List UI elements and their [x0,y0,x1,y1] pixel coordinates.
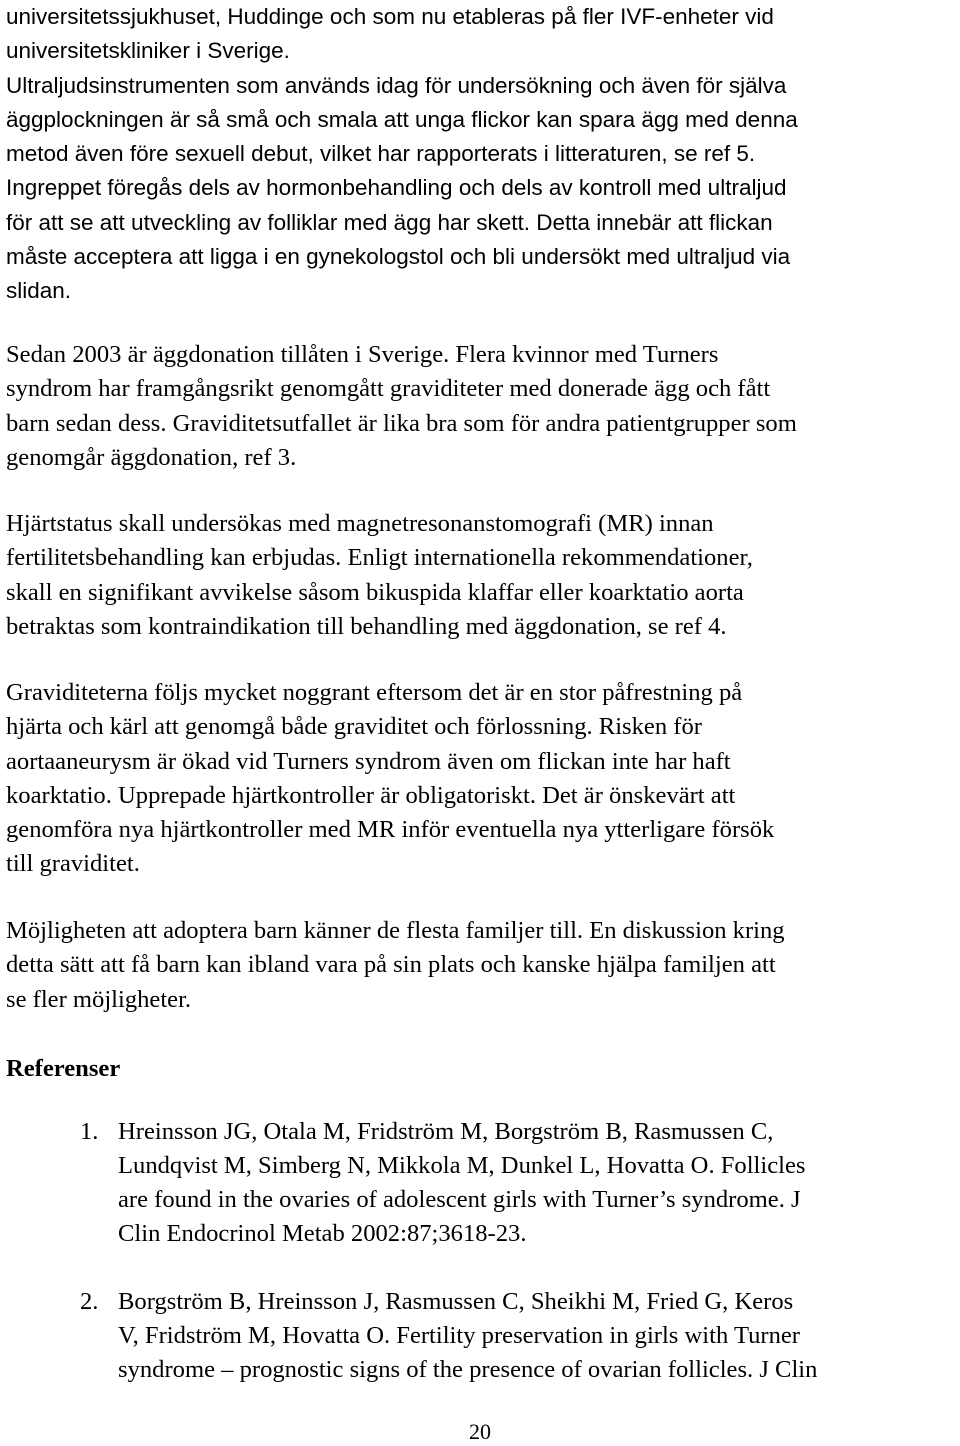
text-line: detta sätt att få barn kan ibland vara på sin plats och kanske hjälpa familjen att [6,951,776,979]
text-line: syndrome – prognostic signs of the presence of ovarian follicles. J Clin [118,1356,818,1383]
text-line: V, Fridström M, Hovatta O. Fertility preservation in girls with Turner [118,1322,800,1349]
text-line: Borgström B, Hreinsson J, Rasmussen C, Sheikhi M, Fried G, Keros [118,1288,794,1315]
references-heading: Referenser [6,1055,121,1082]
paragraph-pregnancy [6,676,956,882]
text-line: universitetskliniker i Sverige. [6,38,290,64]
reference-number: 1. [80,1118,99,1145]
text-line: universitetssjukhuset, Huddinge och som nu etableras på fler IVF-enheter vid [6,4,774,29]
text-line: skall en signifikant avvikelse såsom bikuspida klaffar eller koarktatio aorta [6,578,744,606]
paragraph-adoption [6,914,956,1017]
text-line: koarktatio. Upprepade hjärtkontroller är obligatoriskt. Det är önskevärt att [6,781,736,809]
paragraph-heart [6,507,956,644]
paragraph-donation [6,338,956,475]
text-line: syndrom har framgångsrikt genomgått graviditeter med donerade ägg och fått [6,375,771,403]
text-line: Graviditeterna följs mycket noggrant eftersom det är en stor påfrestning på [6,679,743,706]
text-line: äggplockningen är så små och smala att unga flickor kan spara ägg med denna [6,106,798,132]
paragraph-ivf [6,0,956,309]
reference-number: 2. [80,1288,99,1315]
reference-text [118,1115,958,1251]
text-line: betraktas som kontraindikation till behandling med äggdonation, se ref 4. [6,612,727,640]
text-line: genomföra nya hjärtkontroller med MR inför eventuella nya ytterligare försök [6,816,775,844]
text-line: fertilitetsbehandling kan erbjudas. Enligt internationella rekommendationer, [6,544,753,572]
text-line: Möjligheten att adoptera barn känner de flesta familjer till. En diskussion kring [6,917,785,944]
text-line: till graviditet. [6,850,140,878]
text-line: Ultraljudsinstrumenten som används idag för undersökning och även för själva [6,72,787,98]
reference-text [118,1285,958,1387]
text-line: för att se att utveckling av folliklar med ägg har skett. Detta innebär att flickan [6,209,773,235]
text-line: slidan. [6,278,72,304]
text-line: Lundqvist M, Simberg N, Mikkola M, Dunkel L, Hovatta O. Follicles [118,1152,806,1179]
text-line: genomgår äggdonation, ref 3. [6,443,297,471]
text-line: metod även före sexuell debut, vilket har rapporterats i litteraturen, se ref 5. [6,141,756,167]
text-line: hjärta och kärl att genomgå både graviditet och förlossning. Risken för [6,713,702,741]
text-line: måste acceptera att ligga i en gynekologstol och bli undersökt med ultraljud via [6,244,791,270]
text-line: Ingreppet föregås dels av hormonbehandling och dels av kontroll med ultraljud [6,175,787,201]
page-number: 20 [469,1419,491,1444]
text-line: Clin Endocrinol Metab 2002:87;3618-23. [118,1220,527,1247]
text-line: Sedan 2003 är äggdonation tillåten i Sverige. Flera kvinnor med Turners [6,341,719,368]
text-line: Hjärtstatus skall undersökas med magnetresonanstomografi (MR) innan [6,510,714,537]
text-line: se fler möjligheter. [6,985,192,1013]
text-line: barn sedan dess. Graviditetsutfallet är lika bra som för andra patientgrupper som [6,409,797,437]
text-line: aortaaneurysm är ökad vid Turners syndrom även om flickan inte har haft [6,747,731,775]
text-line: are found in the ovaries of adolescent girls with Turner’s syndrome. J [118,1186,801,1213]
text-line: Hreinsson JG, Otala M, Fridström M, Borgström B, Rasmussen C, [118,1118,774,1145]
